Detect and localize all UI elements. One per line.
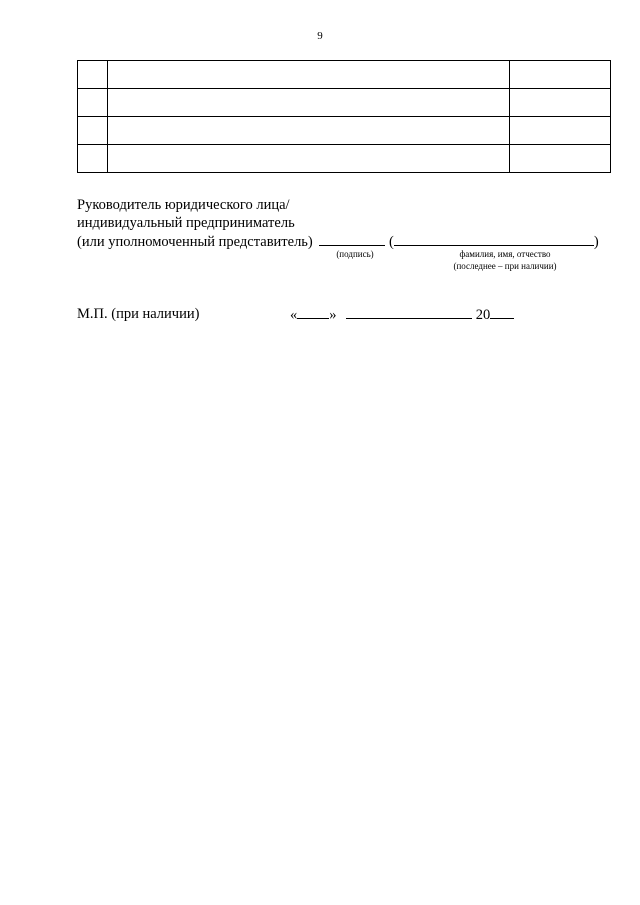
table-cell-number: [78, 89, 108, 117]
full-name-caption-note: (последнее – при наличии): [453, 261, 557, 271]
table-cell-value: [510, 89, 611, 117]
form-table: [77, 60, 611, 173]
signature-caption: (подпись): [336, 249, 374, 259]
table-row: [78, 117, 611, 145]
signatory-title-line-1: Руководитель юридического лица/: [77, 197, 290, 213]
page-number: 9: [317, 30, 323, 42]
stamp-label: М.П. (при наличии): [77, 306, 200, 322]
full-name-field[interactable]: [394, 232, 594, 246]
table-row: [78, 145, 611, 173]
date-block: [290, 305, 514, 324]
name-open-paren: (: [389, 234, 394, 250]
table-cell-value: [510, 117, 611, 145]
table-row: [78, 89, 611, 117]
table-cell-description: [108, 89, 510, 117]
date-close-quote: »: [329, 307, 337, 323]
table-cell-number: [78, 145, 108, 173]
date-year-prefix: 20: [475, 307, 491, 323]
name-close-paren: ): [593, 234, 599, 250]
table-cell-description: [108, 61, 510, 89]
date-open-quote: «: [290, 307, 298, 323]
signature-field[interactable]: [319, 232, 385, 246]
signatory-title-line-2: индивидуальный предприниматель: [77, 215, 295, 231]
table-cell-description: [108, 145, 510, 173]
table-cell-number: [78, 61, 108, 89]
date-year-field[interactable]: [490, 305, 514, 319]
signatory-title-line-3-text: (или уполномоченный представитель): [77, 234, 313, 250]
table-row: [78, 61, 611, 89]
full-name-caption: фамилия, имя, отчество: [459, 249, 551, 259]
date-day-field[interactable]: [297, 305, 329, 319]
table-cell-description: [108, 117, 510, 145]
date-month-field[interactable]: [346, 305, 472, 319]
table-cell-value: [510, 145, 611, 173]
signatory-block: [77, 196, 599, 251]
table-cell-value: [510, 61, 611, 89]
table-cell-number: [78, 117, 108, 145]
